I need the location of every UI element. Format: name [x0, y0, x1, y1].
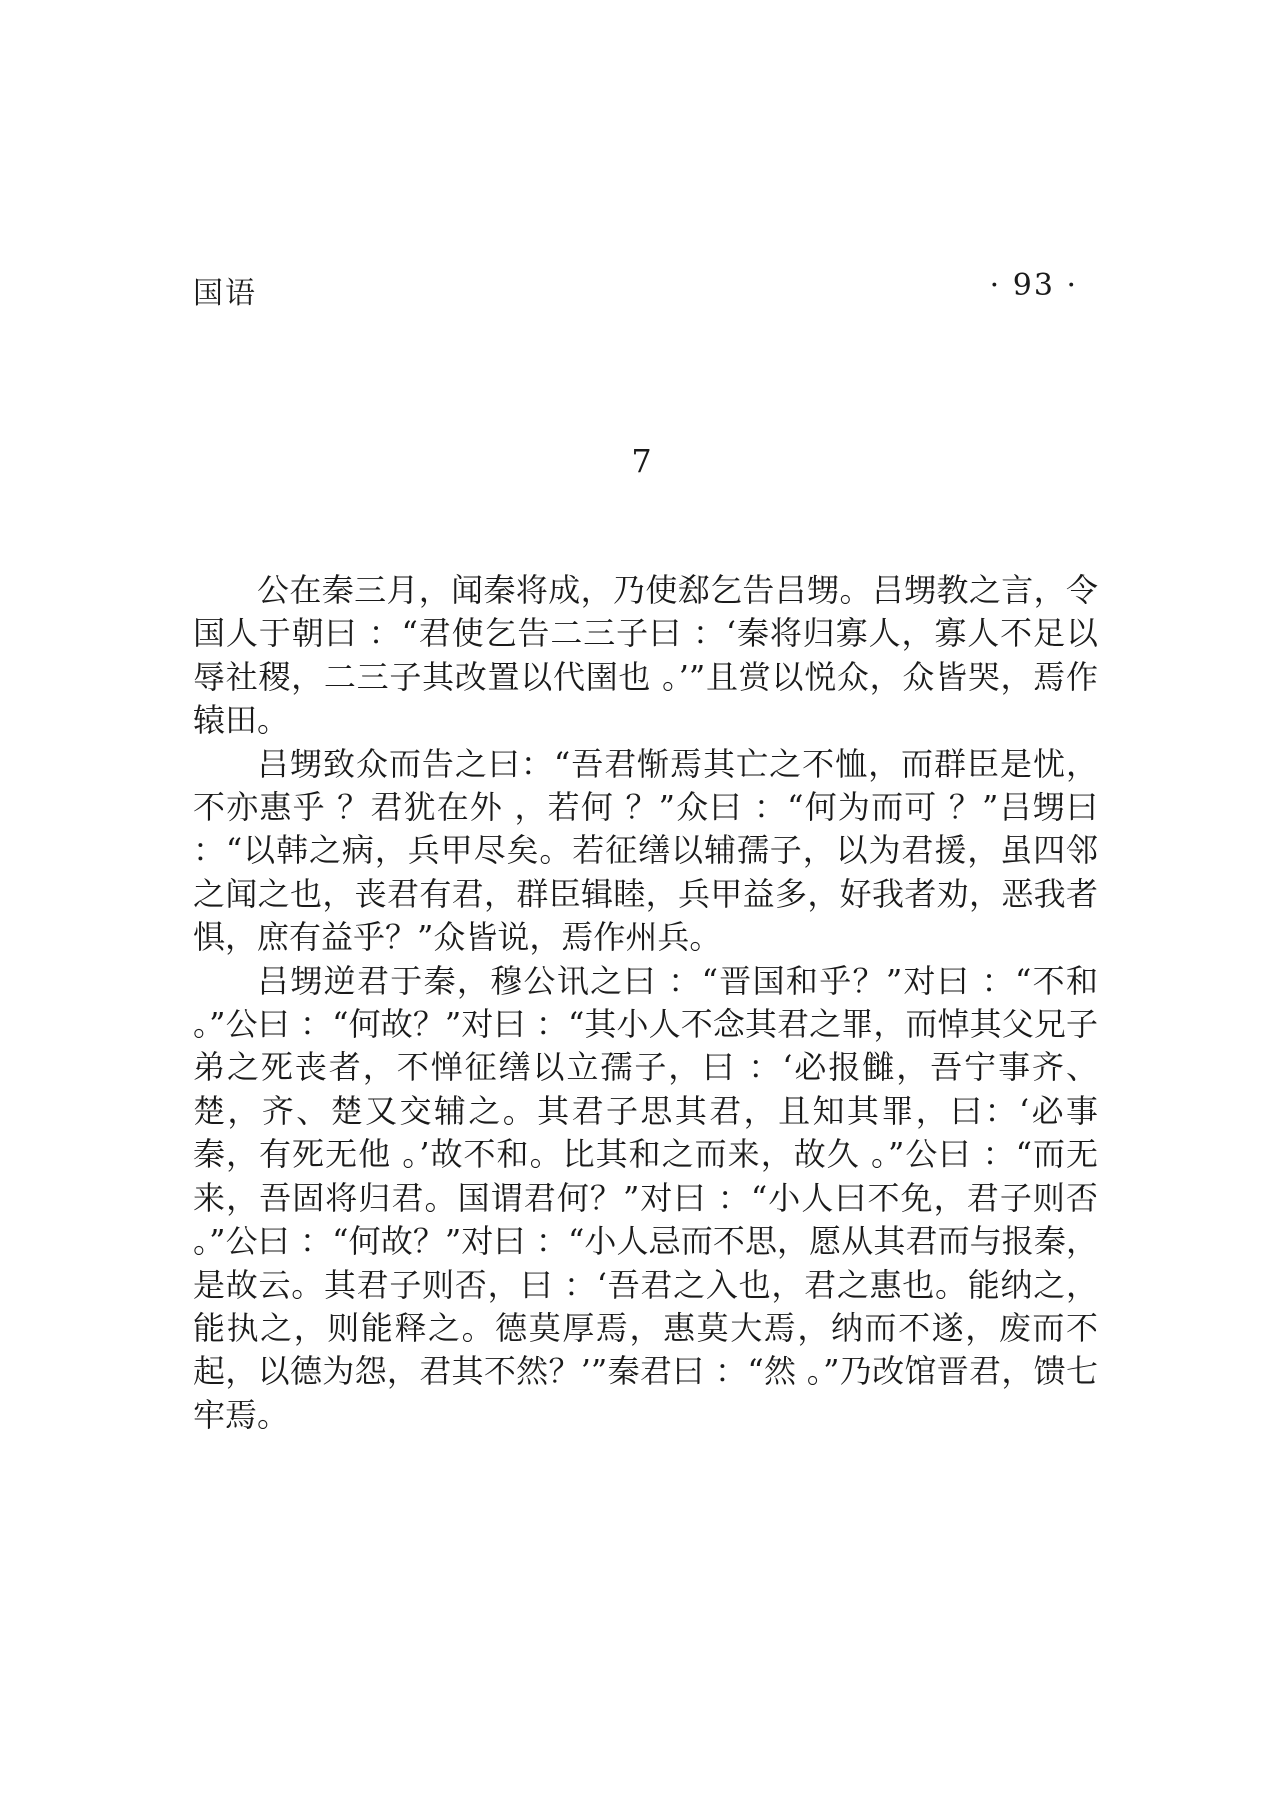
body-text	[193, 569, 1098, 1437]
book-title: 国语	[193, 276, 257, 311]
section-number: 7	[631, 442, 652, 480]
paragraph-1: 公在秦三月，闻秦将成，乃使郄乞告吕甥。吕甥教之言，令国人于朝曰 ：“君使乞告二三子曰 ：‘秦将归寡人，寡人不足以辱社稷，二三子其改置以代圉也 。’”且赏以悦众，众皆哭，焉作辕田。	[193, 571, 1098, 740]
running-header	[193, 268, 1078, 312]
page-number: · 93 ·	[989, 268, 1078, 303]
paragraph-3: 吕甥逆君于秦，穆公讯之曰 ：“晋国和乎？”对曰 ：“不和 。”公曰 ：“何故？”对曰 ：“其小人不念其君之罪，而悼其父兄子弟之死丧者，不惮征缮以立孺子，曰 ：‘必报雠，吾宁事齐、楚，齐、楚又交辅之。其君子思其君，且知其罪，曰：‘必事秦，有死无他 。’故不和。比其和之而来，故久 。”公曰 ：“而无来，吾固将归君。国谓君何？”对曰 ：“小人曰不免，君子则否 。”公曰 ：“何故？”对曰 ：“小人忌而不思，愿从其君而与报秦，是故云。其君子则否，曰 ：‘吾君之入也，君之惠也。能纳之，能执之，则能释之。德莫厚焉，惠莫大焉，纳而不遂，废而不起，以德为怨，君其不然？’”秦君曰 ：“然 。”乃改馆晋君，馈七牢焉。	[193, 961, 1098, 1434]
paragraph-2: 吕甥致众而告之曰：“吾君惭焉其亡之不恤，而群臣是忧，不亦惠乎 ？君犹在外 ，若何 ？”众曰 ：“何为而可 ？”吕甥曰 ：“以韩之病，兵甲尽矣。若征缮以辅孺子，以为君援，虽四邻之闻之也，丧君有君，群臣辑睦，兵甲益多，好我者劝，恶我者惧，庶有益乎？”众皆说，焉作州兵。	[193, 744, 1098, 957]
